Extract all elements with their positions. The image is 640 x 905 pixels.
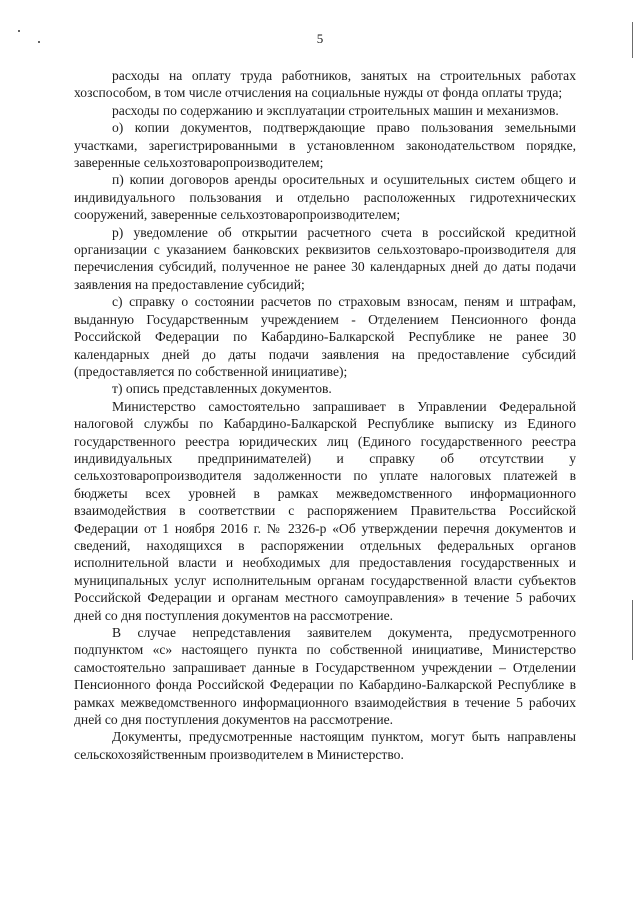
page-number: 5	[316, 31, 324, 46]
scan-edge-line	[632, 600, 633, 660]
paragraph-non-submission: В случае непредставления заявителем документа, предусмотренного подпунктом «с» настоящего пункта по собственной инициативе, Министерство самостоятельно запрашивает данные в Государственном учреждении – Отделении Пенсионного фонда Российской Федерации по Кабардино-Балкарской Республике в рамках межведомственного информационного взаимодействия в течение 5 рабочих дней со дня поступления документов на рассмотрение.	[74, 625, 576, 728]
paragraph-labor-costs: расходы на оплату труда работников, занятых на строительных работах хозспособом, в том числе отчисления на социальные нужды от фонда оплаты труда;	[74, 68, 576, 101]
document-body	[74, 67, 576, 763]
paragraph-ministry-request: Министерство самостоятельно запрашивает в Управлении Федеральной налоговой службы по Кабардино-Балкарской Республике выписку из Единого государственного реестра юридических лиц (Единого государственного реестра индивидуальных предпринимателей) и справку об отсутствии у сельхозтоваропроизводителя задолженности по уплате налоговых платежей в бюджеты всех уровней в рамках межведомственного информационного взаимодействия в соответствии с распоряжением Правительства Российской Федерации от 1 ноября 2016 г. № 2326-р «Об утверждении перечня документов и сведений, находящихся в распоряжении отдельных федеральных органов исполнительной власти и необходимых для предоставления государственных и муниципальных услуг исполнительным органам государственной власти субъектов Российской Федерации и органам местного самоуправления» в течение 5 рабочих дней со дня поступления документов на рассмотрение.	[74, 398, 576, 623]
paragraph-item-r: р) уведомление об открытии расчетного счета в российской кредитной организации с указанием банковских реквизитов сельхозтоваро-производителя для перечисления субсидий, полученное не ранее 30 календарных дней до даты подачи заявления на предоставление субсидий;	[74, 224, 576, 292]
paragraph-item-s: с) справку о состоянии расчетов по страховым взносам, пеням и штрафам, выданную Государственным учреждением - Отделением Пенсионного фонда Российской Федерации по Кабардино-Балкарской Республике не ранее 30 календарных дней до даты подачи заявления на предоставление субсидий (предоставляется по собственной инициативе);	[74, 294, 576, 379]
paragraph-machine-costs: расходы по содержанию и эксплуатации строительных машин и механизмов.	[112, 102, 559, 118]
paragraph-item-o: о) копии документов, подтверждающие право пользования земельными участками, зарегистрированными в установленном законодательством порядке, заверенные сельхозтоваропроизводителем;	[74, 120, 576, 171]
paragraph-item-t: т) опись представленных документов.	[112, 381, 332, 397]
paragraph-documents-sent: Документы, предусмотренные настоящим пунктом, могут быть направлены сельскохозяйственным производителем в Министерство.	[74, 729, 576, 762]
paragraph-item-p: п) копии договоров аренды оросительных и осушительных систем общего и индивидуального пользования и отдельно расположенных гидротехнических сооружений, заверенные сельхозтоваропроизводителем;	[74, 172, 576, 223]
